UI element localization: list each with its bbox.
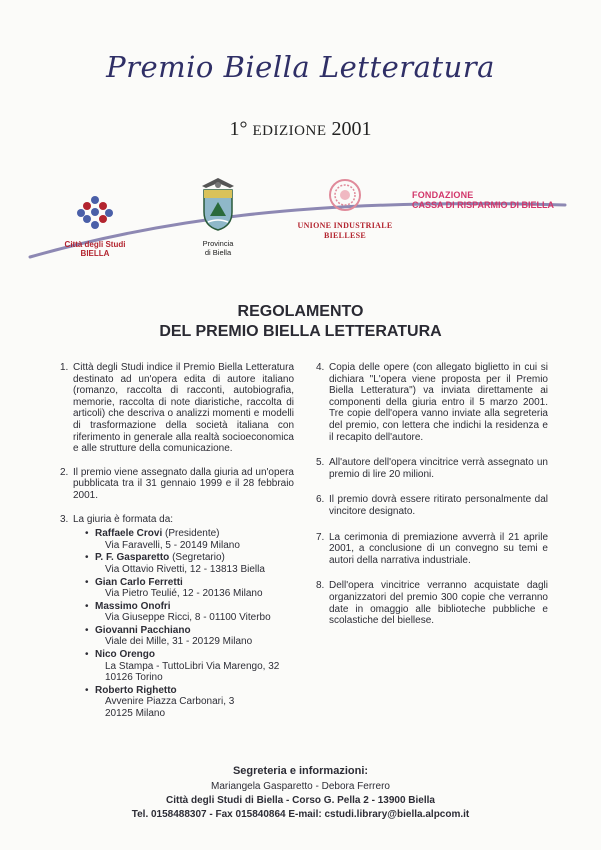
logo-citta-studi [50, 192, 140, 258]
bullet-icon: • [85, 552, 89, 564]
article-2 [60, 467, 294, 502]
article-text: Il premio dovrà essere ritirato personalmente dal vincitore designato. [329, 494, 548, 517]
fondazione-label: FONDAZIONE [412, 190, 474, 200]
jury-member [85, 552, 294, 575]
article-text: Copia delle opere (con allegato biglietto in cui si dichiara "L'opera viene proposta per il Premio Biella Letteratura") va inviata direttamente ai componenti della giuria entro il 5 marzo 2001. Tre copie dell'opera vanno inviate alla segreteria del premio, con lettera che indichi la residenza e il recapito dell'autore. [329, 362, 548, 443]
jury-member [85, 685, 294, 720]
citta-studi-emblem-icon [75, 192, 115, 232]
jury-member-line [95, 685, 294, 697]
unione-line2: BIELLESE [324, 231, 366, 240]
bullet-icon: • [85, 624, 89, 636]
article-5 [316, 457, 548, 480]
article-6 [316, 494, 548, 517]
bullet-icon: • [85, 576, 89, 588]
article-number: 1. [60, 362, 69, 373]
jury-list [73, 528, 294, 720]
jury-member-role: (Presidente) [162, 528, 220, 540]
jury-member-name: Massimo Onofri [95, 600, 171, 612]
regolamento-title-line2: DEL PREMIO BIELLA LETTERATURA [159, 323, 442, 340]
jury-member [85, 577, 294, 600]
citta-studi-city: BIELLA [80, 249, 110, 258]
provincia-coat-of-arms-icon [196, 176, 240, 232]
fondazione-name: CASSA DI RISPARMIO DI BIELLA [412, 200, 555, 210]
unione-industriale-emblem-icon [328, 178, 362, 212]
regolamento-title-line1: REGOLAMENTO [237, 303, 364, 320]
article-text: All'autore dell'opera vincitrice verrà assegnato un premio di lire 20 milioni. [329, 457, 548, 480]
provincia-line1: Provincia [202, 239, 234, 248]
footer-contacts [0, 764, 601, 822]
page-title: Premio Biella Letteratura [106, 50, 495, 84]
article-text: Il premio viene assegnato dalla giuria ad un'opera pubblicata tra il 31 gennaio 1999 e il 28 febbraio 2001. [73, 466, 294, 501]
logo-fondazione [412, 190, 572, 210]
bullet-icon: • [85, 600, 89, 612]
edition-word: EDIZIONE [252, 123, 327, 139]
jury-member-name: P. F. Gasparetto [95, 552, 170, 564]
jury-member-name: Roberto Righetto [95, 684, 177, 696]
logo-provincia [196, 176, 240, 257]
jury-member-line [95, 649, 294, 661]
jury-member [85, 601, 294, 624]
bullet-icon: • [85, 649, 89, 661]
article-number: 4. [316, 362, 325, 373]
edition-line [0, 118, 601, 141]
left-column [60, 362, 294, 732]
article-text: La cerimonia di premiazione avverrà il 21 aprile 2001, a conclusione di un convegno su temi e autori della narrativa industriale. [329, 531, 548, 566]
jury-member [85, 528, 294, 551]
article-text: Città degli Studi indice il Premio Biella Letteratura destinato ad un'opera edita di autore italiano (romanzo, raccolta di racconti, autobiografia, memorie, raccolta di note diaristiche, raccolta di articoli) che descriva o analizzi momenti e modelli di trasformazione della società italiana con riferimento in generale alla realtà socioeconomica e alle strutture della comunicazione. [73, 362, 294, 455]
bullet-icon: • [85, 684, 89, 696]
jury-member-address: Viale dei Mille, 31 - 20129 Milano [105, 636, 253, 648]
footer-address: Città degli Studi di Biella - Corso G. Pella 2 - 13900 Biella [166, 795, 435, 806]
jury-member [85, 625, 294, 648]
jury-member-name: Nico Orengo [95, 649, 156, 661]
article-number: 5. [316, 457, 325, 469]
provincia-name [196, 239, 240, 257]
article-number: 7. [316, 531, 325, 543]
unione-industriale-name [290, 221, 400, 241]
jury-member-address: 10126 Torino [105, 672, 163, 684]
jury-member-name: Giovanni Pacchiano [95, 624, 191, 636]
jury-member-line [95, 528, 294, 540]
article-number: 6. [316, 494, 325, 506]
article-1 [60, 362, 294, 455]
jury-member-address: La Stampa - TuttoLibri Via Marengo, 32 [105, 660, 280, 672]
bullet-icon: • [85, 528, 89, 540]
jury-intro: La giuria è formata da: [73, 513, 174, 525]
jury-member [85, 649, 294, 684]
article-number: 3. [60, 513, 69, 525]
footer-contacts-line: Tel. 0158488307 - Fax 015840864 E-mail: cstudi.library@biella.alpcom.it [131, 809, 470, 820]
footer-heading: Segreteria e informazioni: [232, 765, 369, 777]
jury-member-role: (Segretario) [169, 552, 225, 564]
regolamento-heading [0, 302, 601, 342]
article-number: 2. [60, 466, 69, 478]
footer-names: Mariangela Gasparetto - Debora Ferrero [211, 781, 390, 792]
citta-studi-name: Città degli Studi [64, 240, 126, 249]
jury-member-name: Gian Carlo Ferretti [95, 576, 183, 588]
jury-member-address: Via Giuseppe Ricci, 8 - 01100 Viterbo [105, 612, 271, 624]
jury-member-line [95, 552, 294, 564]
article-3-jury [60, 514, 294, 720]
provincia-line2: di Biella [204, 248, 232, 257]
article-text: Dell'opera vincitrice verranno acquistate dagli organizzatori del premio 300 copie che verranno date in omaggio alle biblioteche pubbliche e scolastiche del biellese. [329, 580, 548, 627]
article-number: 8. [316, 580, 325, 592]
jury-member-line [95, 601, 294, 613]
right-column [316, 362, 548, 641]
article-7 [316, 532, 548, 567]
logo-unione-industriale [290, 178, 400, 241]
edition-year: 2001 [331, 118, 372, 140]
jury-member-address: Avvenire Piazza Carbonari, 3 [105, 696, 235, 708]
jury-member-name: Raffaele Crovi [95, 528, 163, 540]
jury-member-line [95, 625, 294, 637]
article-4 [316, 362, 548, 443]
jury-member-address: Via Faravelli, 5 - 20149 Milano [105, 539, 240, 551]
unione-line1: UNIONE INDUSTRIALE [297, 221, 393, 230]
edition-number: 1° [229, 118, 248, 140]
jury-member-address: Via Ottavio Rivetti, 12 - 13813 Biella [105, 563, 265, 575]
jury-member-address: 20125 Milano [105, 708, 166, 720]
jury-member-line [95, 577, 294, 589]
article-8 [316, 580, 548, 626]
jury-member-address: Via Pietro Teulié, 12 - 20136 Milano [105, 588, 263, 600]
